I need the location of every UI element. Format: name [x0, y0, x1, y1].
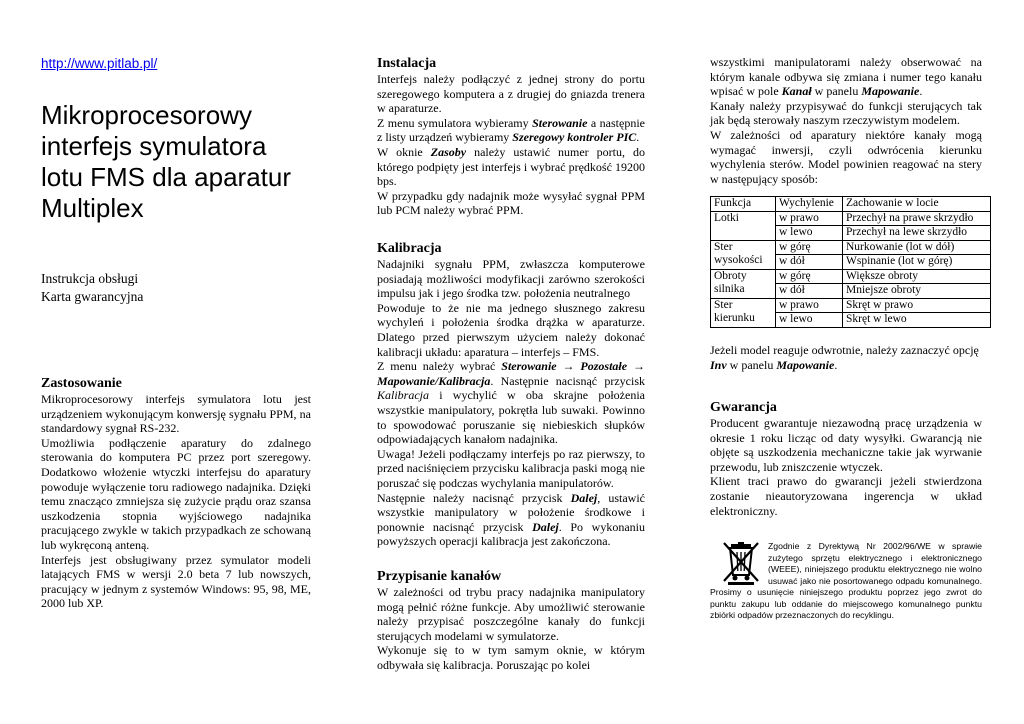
- document-title: Mikroprocesorowy interfejs symulatora lotu FMS dla aparatur Multiplex: [41, 100, 292, 223]
- paragraph: Z menu należy wybrać Sterowanie → Pozostałe → Mapowanie/Kalibracja. Następnie nacisnąć przycisk Kalibracja i wychylić w oba skrajne położenia wszystkie manipulatory, pokrętła lub suwaki. Powinno to spowodować poruszanie się niebieskich słupków odpowiadających kanałom nadajnika.: [377, 359, 645, 447]
- paragraph: W oknie Zasoby należy ustawić numer portu, do którego podpięty jest interfejs i wybrać prędkość 19200 bps.: [377, 144, 645, 189]
- section-heading: Gwarancja: [710, 400, 777, 415]
- table-row: Obroty silnika w górę Większe obroty: [711, 269, 991, 284]
- section-heading: Zastosowanie: [41, 376, 122, 391]
- paragraph: Umożliwia podłączenie aparatury do zdalnego sterowania do komputera PC przez port szeregowy. Dodatkowo włożenie wtyczki interfejsu do aparatury powoduje wyłączenie toru radiowego nadajnika. Dzięki temu znacząco zmniejsza się zużycie prądu oraz szansa uszkodzenia stopnia wyjściowego nadajnika pracującego zwykle w takich przypadkach ze schowaną lub wykręconą anteną.: [41, 435, 311, 552]
- document-subtitle: Instrukcja obsługi Karta gwarancyjna: [41, 271, 144, 304]
- weee-notice: [710, 541, 982, 633]
- crossed-bin-icon: [718, 541, 764, 585]
- section-heading: Przypisanie kanałów: [377, 569, 502, 584]
- weee-text: Zgodnie z Dyrektywą Nr 2002/96/WE w sprawie zużytego sprzętu elektrycznego i elektronicznego (WEEE), niniejszego produktu elektrycznego nie wolno usuwać jako nie posortowanego odpadu komunalnego. Prosimy o usunięcie niniejszego produktu poprzez jego zwrot do punktu zakupu lub oddanie do miejscowego komunalnego punktu zbiórki odpadów przeznaczonych do recyklingu.: [710, 541, 982, 620]
- paragraph: Następnie należy nacisnąć przycisk Dalej, ustawić wszystkie manipulatory w położenie środkowe i ponownie nacisnąć przycisk Dalej. Po wykonaniu powyższych operacji kalibracja jest zakończona.: [377, 490, 646, 549]
- section-kalibracja: [377, 241, 645, 549]
- paragraph: Jeżeli model reaguje odwrotnie, należy zaznaczyć opcję Inv w panelu Mapowanie.: [710, 343, 979, 372]
- table-row: Ster kierunku w prawo Skręt w prawo: [711, 298, 991, 313]
- paragraph: Mikroprocesorowy interfejs symulatora lotu jest urządzeniem wykonującym konwersję sygnału PPM, na standardowy sygnał RS-232.: [41, 392, 311, 436]
- paragraph: W przypadku gdy nadajnik może wysyłać sygnał PPM lub PCM należy wybrać PPM.: [377, 188, 645, 218]
- control-table-wrap: [710, 196, 982, 328]
- table-row: w dół Mniejsze obroty: [711, 284, 991, 299]
- control-behavior-table: [710, 196, 991, 328]
- table-row: w lewo Skręt w lewo: [711, 313, 991, 328]
- section-heading: Kalibracja: [377, 241, 442, 256]
- section-zastosowanie: [41, 376, 311, 611]
- section-gwarancja: [710, 400, 982, 518]
- paragraph: Z menu symulatora wybieramy Sterowanie a następnie z listy urządzeń wybieramy Szeregowy kontroler PIC.: [377, 115, 645, 145]
- table-row: w lewo Przechył na lewe skrzydło: [711, 226, 991, 241]
- paragraph: Interfejs jest obsługiwany przez symulator modeli latających FMS w wersji 2.0 beta 7 lub nowszych, pracujący w jednym z systemów Windows: 95, 98, ME, 2000 lub XP.: [41, 552, 311, 611]
- paragraph: Kanały należy przypisywać do funkcji sterujących tak jak będą sterowały naszym rzeczywistym modelem.: [710, 98, 982, 128]
- section-heading: Instalacja: [377, 56, 437, 71]
- paragraph: Klient traci prawo do gwarancji jeżeli stwierdzona zostanie nieautoryzowana ingerencja w układ elektroniczny.: [710, 474, 982, 518]
- paragraph: Powoduje to że nie ma jednego słusznego zakresu wychyleń i położenia środka drążka w aparaturze. Dlatego przed pierwszym użyciem należy dokonać kalibracji układu: aparatura – interfejs – FMS.: [377, 300, 645, 359]
- paragraph: W zależności od trybu pracy nadajnika manipulatory mogą pełnić różne funkcje. Aby umożliwić sterowanie należy przypisać poszczególne kanały do funkcji sterujących modelami w symulatorze.: [377, 585, 645, 643]
- table-row: w dół Wspinanie (lot w górę): [711, 255, 991, 270]
- inversion-note: [710, 343, 982, 372]
- paragraph: wszystkimi manipulatorami należy obserwować na którym kanale odbywa się zmiana i numer tego kanału wpisać w pole Kanał w panelu Mapowanie.: [710, 55, 982, 99]
- paragraph: W zależności od aparatury niektóre kanały mogą wymagać inwersji, czyli odwrócenia kierunku wychylenia sterów. Model powinien reagować na stery w następujący sposób:: [710, 127, 982, 186]
- table-row: Ster wysokości w górę Nurkowanie (lot w dół): [711, 240, 991, 255]
- website-link[interactable]: http://www.pitlab.pl/: [41, 56, 158, 71]
- section-instalacja: [377, 56, 645, 218]
- section-przypisanie: [377, 569, 645, 673]
- paragraph: Uwaga! Jeżeli podłączamy interfejs po raz pierwszy, to przed naciśnięciem przycisku kalibracja paski mogą nie poruszać się podczas wychylania manipulatorów.: [377, 446, 645, 490]
- paragraph: Nadajniki sygnału PPM, zwłaszcza komputerowe posiadają możliwości modyfikacji zarówno szerokości impulsu jak i jego środka tzw. położenia neutralnego: [377, 257, 645, 301]
- paragraph: Interfejs należy podłączyć z jednej strony do portu szeregowego komputera a z drugiej do gniazda trenera w aparaturze.: [377, 72, 645, 116]
- paragraph: Producent gwarantuje niezawodną pracę urządzenia w okresie 1 roku licząc od daty wysyłki. Gwarancją nie objęte są uszkodzenia mechaniczne takie jak wyrwanie przewodu, lub zniszczenie wtyczek.: [710, 416, 982, 474]
- table-row: Lotki w prawo Przechył na prawe skrzydło: [711, 211, 991, 226]
- mapping-text: [710, 55, 982, 186]
- paragraph: Wykonuje się to w tym samym oknie, w którym odbywała się kalibracja. Poruszając po kolei: [377, 643, 645, 672]
- table-header-row: Funkcja Wychylenie Zachowanie w locie: [711, 197, 991, 212]
